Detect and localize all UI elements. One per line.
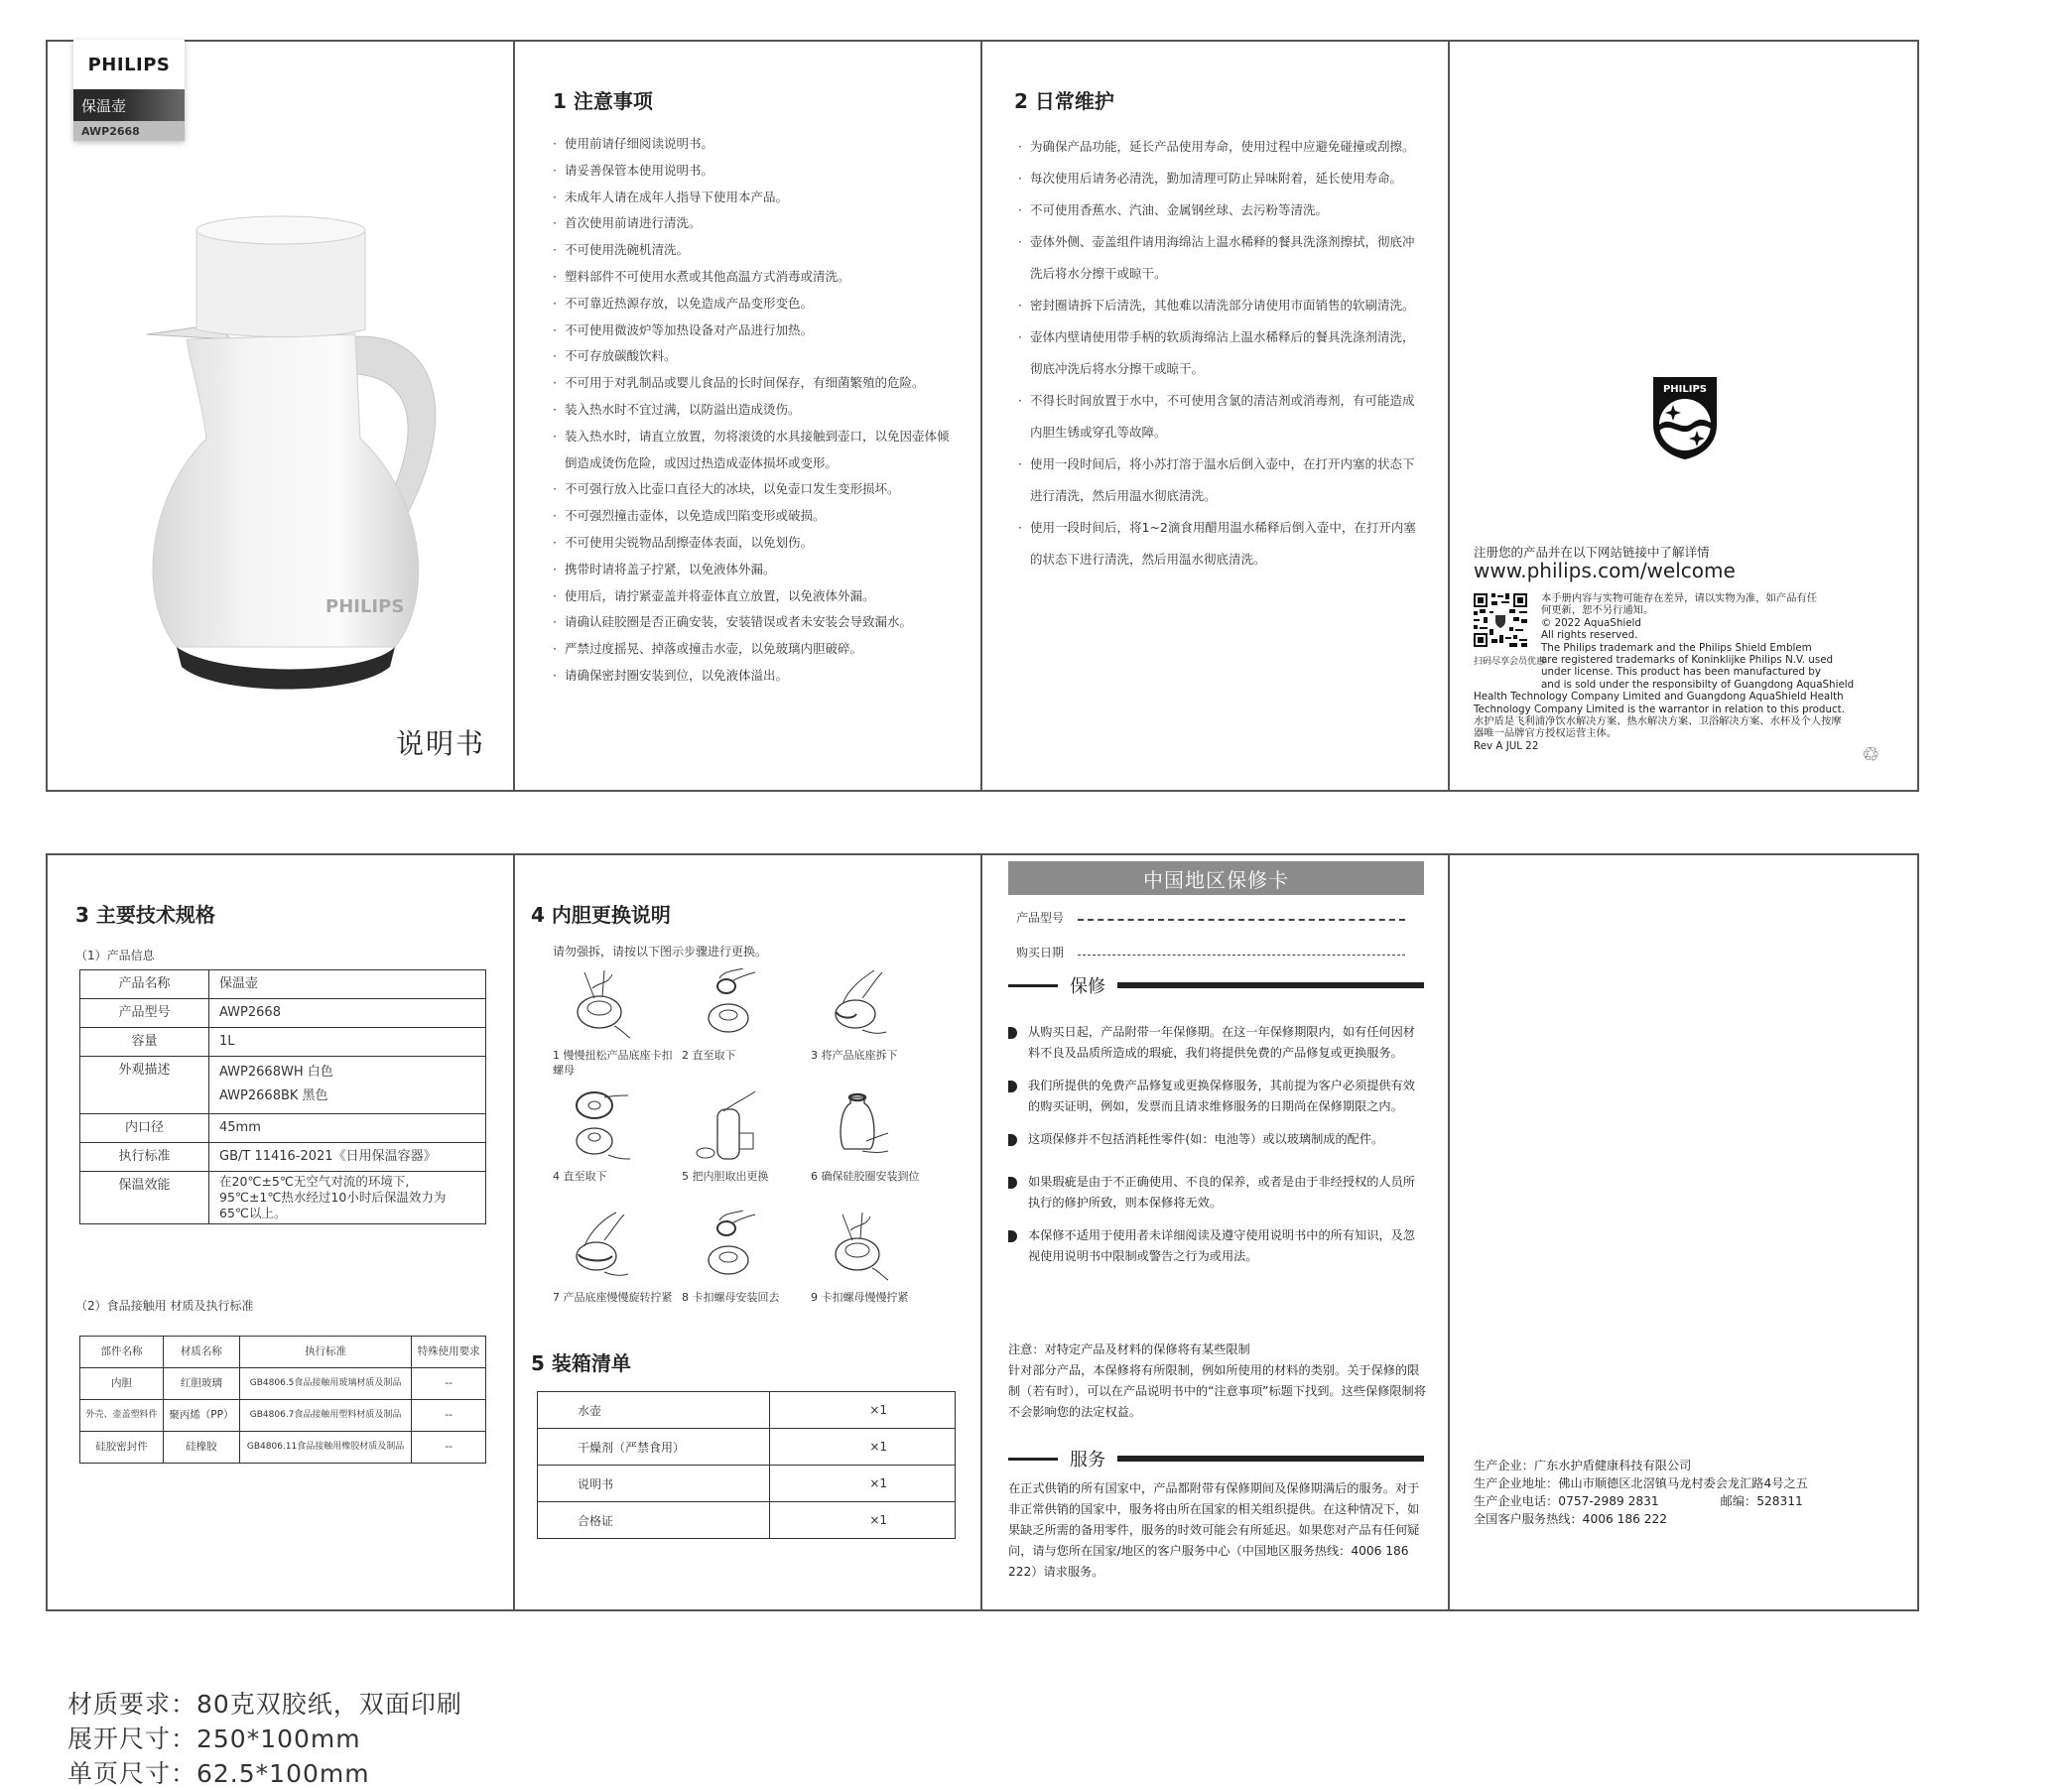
kettle-illustration — [137, 210, 464, 706]
list-item: · 请确保密封圈安装到位，以免液体溢出。 — [553, 663, 960, 690]
list-item: · 不可用于对乳制品或婴儿食品的长时间保存，有细菌繁殖的危险。 — [553, 370, 960, 397]
legal-notice — [1474, 592, 1890, 752]
step-caption: 4 直至取下 — [553, 1170, 607, 1183]
spec-key: 外观描述 — [80, 1057, 209, 1114]
list-item: · 不可使用微波炉等加热设备对产品进行加热。 — [553, 318, 960, 344]
precautions-panel — [515, 42, 982, 790]
packing-title: 5 装箱清单 — [531, 1351, 631, 1375]
table-cell: GB4806.11食品接触用橡胶材质及制品 — [239, 1432, 411, 1464]
maintenance-title: 2 日常维护 — [1014, 89, 1114, 113]
spec-value — [209, 1172, 486, 1224]
item-name: 合格证 — [538, 1502, 770, 1539]
precautions-title: 1 注意事项 — [553, 89, 653, 113]
list-item — [1008, 1129, 1425, 1150]
table-cell: GB4806.5食品接触用玻璃材质及制品 — [239, 1368, 411, 1400]
table-cell: -- — [412, 1400, 486, 1432]
note-body: 针对部分产品，本保修将有所限制，例如所使用的材料的类别。关于保修的限制（若有时），可以在产品说明书中的“注意事项”标题下找到。这些保修限制将不会影响您的法定权益。 — [1008, 1363, 1426, 1419]
leaflet-back-side — [46, 853, 1919, 1611]
table-cell: 硅橡胶 — [163, 1432, 239, 1464]
table-cell: 外壳、壶盖塑料件 — [80, 1400, 164, 1432]
table-cell: -- — [412, 1432, 486, 1464]
step-caption: 2 直至取下 — [682, 1049, 736, 1062]
table-row — [80, 1114, 486, 1143]
item-name: 干燥剂（严禁食用） — [538, 1429, 770, 1466]
legal-line: 器唯一品牌官方授权运营主体。 — [1474, 727, 1618, 740]
step-caption: 7 产品底座慢慢旋转拧紧 — [553, 1291, 673, 1304]
manufacturer-panel — [1450, 855, 1917, 1609]
step-illustration — [565, 1211, 634, 1286]
philips-logo: PHILIPS — [87, 54, 171, 75]
step-illustration — [694, 1089, 763, 1165]
section-label: 服务 — [1070, 1450, 1105, 1470]
single-page-size: 单页尺寸：62.5*100mm — [67, 1759, 370, 1788]
step-caption: 9 卡扣螺母慢慢拧紧 — [811, 1291, 909, 1304]
spec-key: 执行标准 — [80, 1143, 209, 1172]
spec-value: AWP2668 — [209, 999, 486, 1028]
list-item: · 不可使用香蕉水、汽油、金属钢丝球、去污粉等清洗。 — [1018, 194, 1425, 226]
term-text: 我们所提供的免费产品修复或更换保修服务，其前提为客户必须提供有效的购买证明，例如，发票而且请求维修服务的日期尚在保修期限之内。 — [1028, 1079, 1415, 1113]
step-illustration — [565, 1089, 634, 1165]
list-item: · 不可强烈撞击壶体，以免造成凹陷变形或破损。 — [553, 503, 960, 530]
column-header: 特殊使用要求 — [412, 1337, 486, 1368]
cover-title: 说明书 — [395, 727, 485, 760]
appearance-black: AWP2668BK 黑色 — [219, 1088, 328, 1103]
step-2 — [682, 964, 809, 1082]
table-row — [80, 1028, 486, 1057]
warranty-note — [1008, 1340, 1427, 1423]
bullet-icon — [1008, 1230, 1017, 1242]
packing-table — [537, 1391, 956, 1539]
welcome-url-link[interactable]: www.philips.com/welcome — [1474, 559, 1736, 582]
list-item — [1008, 1225, 1425, 1267]
item-name: 水壶 — [538, 1392, 770, 1429]
spec-value-line: 在20℃±5℃无空气对流的环境下, — [219, 1174, 410, 1189]
list-item: · 不可靠近热源存放，以免造成产品变形变色。 — [553, 291, 960, 318]
step-6 — [811, 1086, 938, 1203]
table-header-row — [80, 1337, 486, 1368]
column-header: 部件名称 — [80, 1337, 164, 1368]
list-item: · 塑料部件不可使用水煮或其他高温方式消毒或清洗。 — [553, 264, 960, 291]
item-qty: ×1 — [770, 1466, 956, 1502]
spec-value: 45mm — [209, 1114, 486, 1143]
table-row — [80, 999, 486, 1028]
list-item: · 不得长时间放置于水中，不可使用含氯的清洁剂或消毒剂，有可能造成内胆生锈或穿孔等故障。 — [1018, 385, 1425, 448]
spec-value-line: 95℃±1℃热水经过10小时后保温效力为 — [219, 1190, 447, 1205]
step-3 — [811, 964, 938, 1082]
list-item: · 不可存放碳酸饮料。 — [553, 343, 960, 370]
list-item: · 请确认硅胶圈是否正确安装，安装错误或者未安装会导致漏水。 — [553, 609, 960, 636]
spec-value: 保温壶 — [209, 970, 486, 999]
unfolded-size: 展开尺寸：250*100mm — [67, 1725, 361, 1753]
legal-line: © 2022 AquaShield — [1541, 616, 1641, 629]
spec-value — [209, 1057, 486, 1114]
table-row — [538, 1466, 956, 1502]
list-item: · 不可使用洗碗机清洗。 — [553, 237, 960, 264]
step-9 — [811, 1207, 938, 1324]
section-label: 保修 — [1070, 976, 1105, 997]
list-item: · 每次使用后请务必清洗，勤加清理可防止异味附着，延长使用寿命。 — [1018, 163, 1425, 194]
shield-brand-text: PHILIPS — [1662, 384, 1708, 395]
service-text: 在正式供销的所有国家中，产品都附带有保修期间及保修期满后的服务。对于非正常供销的国家中，服务将由所在国家的相关组织提供。在这种情况下，如果缺乏所需的备用零件，服务的时效可能会有所延迟。如果您对产品有任何疑问，请与您所在国家/地区的客户服务中心（中国地区服务热线：4006 186 222）请求服务。 — [1008, 1481, 1420, 1579]
list-item: · 密封圈请拆下后清洗，其他难以清洗部分请使用市面销售的软刷清洗。 — [1018, 290, 1425, 321]
replacement-panel — [515, 855, 982, 1609]
date-field-line[interactable] — [1078, 955, 1405, 956]
table-row — [80, 1143, 486, 1172]
table-cell: GB4806.7食品接触用塑料材质及制品 — [239, 1400, 411, 1432]
list-item: · 装入热水时，请直立放置，勿将滚烫的水具接触到壶口，以免因壶体倾倒造成烫伤危险，或因过热造成壶体损坏或变形。 — [553, 424, 960, 477]
step-caption: 6 确保硅胶圈安装到位 — [811, 1170, 920, 1183]
list-item: · 首次使用前请进行清洗。 — [553, 210, 960, 237]
list-item: · 使用前请仔细阅读说明书。 — [553, 131, 960, 158]
term-text: 如果瑕疵是由于不正确使用、不良的保养，或者是由于非经授权的人员所执行的修护所致，则本保修将无效。 — [1028, 1175, 1415, 1210]
legal-line: are registered trademarks of Koninklijke Philips N.V. used — [1541, 654, 1834, 667]
list-item: · 装入热水时不宜过满，以防溢出造成烫伤。 — [553, 397, 960, 424]
step-7 — [553, 1207, 680, 1324]
table-cell: 硅胶密封件 — [80, 1432, 164, 1464]
materials-subtitle: （2）食品接触用 材质及执行标准 — [75, 1299, 254, 1313]
maintenance-panel — [982, 42, 1450, 790]
list-item: · 使用后，请拧紧壶盖并将壶体直立放置，以免液体外漏。 — [553, 583, 960, 610]
step-1 — [553, 964, 680, 1082]
list-item: · 壶体外侧、壶盖组件请用海绵沾上温水稀释的餐具洗涤剂擦拭，彻底冲洗后将水分擦干或晾干。 — [1018, 226, 1425, 290]
specs-title: 3 主要技术规格 — [75, 903, 215, 927]
table-cell: 内胆 — [80, 1368, 164, 1400]
step-5 — [682, 1086, 809, 1203]
warranty-panel — [982, 855, 1450, 1609]
legal-line: 水护盾是飞利浦净饮水解决方案、热水解决方案、卫浴解决方案、水杯及个人按摩 — [1474, 715, 1842, 728]
legal-line: Health Technology Company Limited and Guangdong AquaShield Health — [1474, 691, 1844, 703]
spec-key: 保温效能 — [80, 1172, 209, 1224]
step-caption: 5 把内胆取出更换 — [682, 1170, 769, 1183]
table-row — [80, 1368, 486, 1400]
list-item: · 壶体内壁请使用带手柄的软质海绵沾上温水稀释后的餐具洗涤剂清洗，彻底冲洗后将水分擦干或晾干。 — [1018, 321, 1425, 385]
manufacturer-phone: 生产企业电话：0757-2989 2831 — [1474, 1494, 1659, 1508]
list-item: · 严禁过度摇晃、掉落或撞击水壶，以免玻璃内胆破碎。 — [553, 636, 960, 663]
table-row — [80, 1432, 486, 1464]
item-qty: ×1 — [770, 1429, 956, 1466]
table-row — [80, 1057, 486, 1114]
legal-line: Technology Company Limited is the warrantor in relation to this product. — [1474, 703, 1845, 715]
recycle-icon: ♲ — [1862, 742, 1879, 766]
item-name: 说明书 — [538, 1466, 770, 1502]
back-cover-panel — [1450, 42, 1917, 790]
step-illustration — [823, 1089, 892, 1165]
warranty-section-header — [1008, 974, 1424, 996]
column-header: 执行标准 — [239, 1337, 411, 1368]
model-field-label: 产品型号 — [1016, 911, 1065, 925]
product-name-label: 保温壶 — [73, 89, 185, 121]
table-row — [538, 1502, 956, 1539]
replacement-intro: 请勿强拆，请按以下图示步骤进行更换。 — [553, 945, 768, 958]
bullet-icon — [1008, 1081, 1017, 1092]
materials-table — [79, 1336, 486, 1464]
product-info-table — [79, 969, 486, 1224]
appearance-white: AWP2668WH 白色 — [219, 1065, 333, 1080]
manufacturer-contact — [1474, 1492, 1808, 1510]
replacement-title: 4 内胆更换说明 — [531, 903, 671, 927]
model-field-line[interactable] — [1078, 919, 1405, 921]
spec-value: GB/T 11416-2021《日用保温容器》 — [209, 1143, 486, 1172]
register-text: 注册您的产品并在以下网站链接中了解详情 — [1474, 545, 1710, 560]
list-item: · 未成年人请在成年人指导下使用本产品。 — [553, 185, 960, 211]
table-row — [538, 1429, 956, 1466]
item-qty: ×1 — [770, 1392, 956, 1429]
list-item: · 使用一段时间后，将小苏打溶于温水后倒入壶中，在打开内塞的状态下进行清洗，然后用温水彻底清洗。 — [1018, 448, 1425, 512]
service-hotline: 全国客户服务热线：4006 186 222 — [1474, 1512, 1667, 1526]
table-cell: 红胆玻璃 — [163, 1368, 239, 1400]
model-label: AWP2668 — [73, 121, 185, 141]
replacement-steps — [553, 964, 970, 1324]
list-item: · 请妥善保管本使用说明书。 — [553, 158, 960, 185]
revision-label: Rev A JUL 22 — [1474, 739, 1539, 752]
bullet-icon — [1008, 1177, 1017, 1189]
step-4 — [553, 1086, 680, 1203]
legal-line: under license. This product has been manufactured by — [1541, 666, 1821, 679]
spec-key: 容量 — [80, 1028, 209, 1057]
table-row — [538, 1392, 956, 1429]
brand-tag — [73, 40, 185, 141]
list-item: · 携带时请将盖子拧紧，以免液体外漏。 — [553, 557, 960, 583]
legal-line: All rights reserved. — [1541, 629, 1638, 642]
manufacturer-name: 生产企业：广东水护盾健康科技有限公司 — [1474, 1459, 1692, 1472]
spec-key: 内口径 — [80, 1114, 209, 1143]
list-item: · 不可使用尖锐物品刮擦壶体表面，以免划伤。 — [553, 530, 960, 557]
kettle-brand-mark: PHILIPS — [325, 596, 405, 617]
spec-value: 1L — [209, 1028, 486, 1057]
warranty-card-title: 中国地区保修卡 — [1008, 861, 1424, 895]
material-requirement: 材质要求：80克双胶纸，双面印刷 — [67, 1690, 462, 1719]
postal-code: 邮编：528311 — [1720, 1494, 1803, 1508]
qr-caption: 扫码尽享会员优惠 — [1474, 657, 1546, 667]
leaflet-front-side — [46, 40, 1919, 792]
table-cell: 聚丙烯（PP） — [163, 1400, 239, 1432]
step-caption: 1 慢慢扭松产品底座卡扣螺母 — [553, 1049, 673, 1077]
legal-line: The Philips trademark and the Philips Shield Emblem — [1541, 641, 1812, 654]
list-item: · 为确保产品功能，延长产品使用寿命，使用过程中应避免碰撞或刮擦。 — [1018, 131, 1425, 163]
term-text: 从购买日起，产品附带一年保修期。在这一年保修期限内，如有任何因材料不良及品质所造成的瑕疵，我们将提供免费的产品修复或更换服务。 — [1028, 1025, 1415, 1060]
item-qty: ×1 — [770, 1502, 956, 1539]
table-row — [80, 1400, 486, 1432]
print-specs — [67, 1687, 462, 1789]
step-8 — [682, 1207, 809, 1324]
step-illustration — [694, 1211, 763, 1286]
table-row — [80, 970, 486, 999]
warranty-terms — [1008, 1022, 1425, 1279]
step-illustration — [694, 968, 763, 1044]
philips-shield-logo — [1651, 375, 1719, 460]
bullet-icon — [1008, 1134, 1017, 1146]
table-row — [80, 1172, 486, 1224]
list-item: · 不可强行放入比壶口直径大的冰块，以免壶口发生变形损坏。 — [553, 476, 960, 503]
step-illustration — [565, 968, 634, 1044]
step-illustration — [823, 1211, 892, 1286]
spec-key: 产品名称 — [80, 970, 209, 999]
table-cell: -- — [412, 1368, 486, 1400]
list-item: · 使用一段时间后，将1~2滴食用醋用温水稀释后倒入壶中，在打开内塞的状态下进行清洗，然后用温水彻底清洗。 — [1018, 512, 1425, 575]
service-section-header — [1008, 1448, 1424, 1470]
step-caption: 3 将产品底座拆下 — [811, 1049, 898, 1062]
column-header: 材质名称 — [163, 1337, 239, 1368]
step-illustration — [823, 968, 892, 1044]
manufacturer-info — [1474, 1457, 1808, 1528]
term-text: 这项保修并不包括消耗性零件(如：电池等）或以玻璃制成的配件。 — [1028, 1132, 1384, 1146]
cover-panel — [48, 42, 515, 790]
step-caption: 8 卡扣螺母安装回去 — [682, 1291, 780, 1304]
bullet-icon — [1008, 1027, 1017, 1039]
manufacturer-address: 生产企业地址：佛山市顺德区北滘镇马龙村委会龙汇路4号之五 — [1474, 1476, 1808, 1490]
legal-line: 何更新，恕不另行通知。 — [1541, 604, 1654, 617]
list-item — [1008, 1022, 1425, 1064]
spec-value-line: 65℃以上。 — [219, 1206, 287, 1220]
maintenance-list — [1018, 131, 1425, 575]
spec-key: 产品型号 — [80, 999, 209, 1028]
precautions-list — [553, 131, 960, 690]
date-field-label: 购买日期 — [1016, 946, 1065, 959]
note-title: 注意：对特定产品及材料的保修将有某些限制 — [1008, 1342, 1250, 1356]
term-text: 本保修不适用于使用者未详细阅读及遵守使用说明书中的所有知识，及忽视使用说明书中限制或警告之行为或用法。 — [1028, 1228, 1415, 1263]
product-info-subtitle: （1）产品信息 — [75, 949, 155, 962]
legal-line: 本手册内容与实物可能存在差异，请以实物为准，如产品有任 — [1541, 592, 1818, 604]
legal-line: and is sold under the responsibilty of Guangdong AquaShield — [1541, 678, 1855, 691]
list-item — [1008, 1076, 1425, 1117]
specs-panel — [48, 855, 515, 1609]
list-item — [1008, 1172, 1425, 1214]
